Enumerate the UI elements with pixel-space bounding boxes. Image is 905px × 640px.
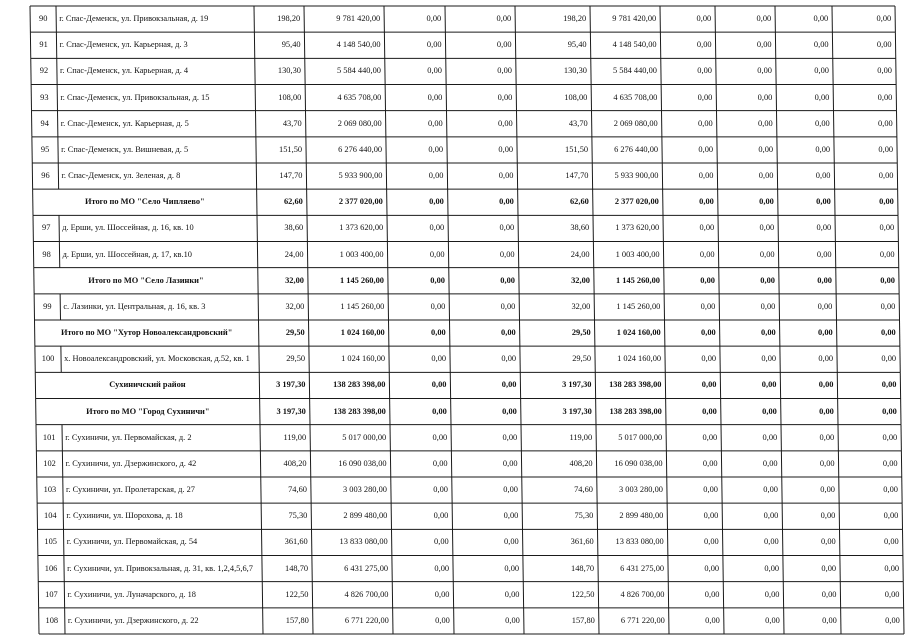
value-cell: 16 090 038,00 bbox=[614, 458, 663, 468]
value-cell: 0,00 bbox=[700, 275, 715, 285]
value-cell: 3 197,30 bbox=[562, 380, 592, 390]
value-cell: 0,00 bbox=[879, 249, 895, 259]
value-cell: 0,00 bbox=[761, 328, 776, 338]
value-cell: 0,00 bbox=[428, 144, 444, 154]
value-cell: 0,00 bbox=[884, 537, 899, 547]
value-cell: 0,00 bbox=[701, 354, 717, 364]
value-cell: 1 024 160,00 bbox=[617, 354, 662, 364]
value-cell: 0,00 bbox=[498, 144, 514, 154]
value-cell: 0,00 bbox=[435, 615, 450, 625]
value-cell: 0,00 bbox=[704, 537, 719, 547]
value-cell: 0,00 bbox=[701, 328, 716, 338]
value-cell: 0,00 bbox=[763, 511, 779, 521]
value-cell: 13 833 080,00 bbox=[339, 537, 388, 547]
value-cell: 0,00 bbox=[433, 511, 449, 521]
value-cell: 0,00 bbox=[881, 380, 897, 390]
value-cell: 1 373 620,00 bbox=[339, 223, 384, 233]
value-cell: 0,00 bbox=[700, 301, 716, 311]
value-cell: 0,00 bbox=[702, 406, 717, 416]
value-cell: 138 283 398,00 bbox=[609, 380, 662, 390]
value-cell: 0,00 bbox=[878, 144, 894, 154]
value-cell: 0,00 bbox=[881, 354, 897, 364]
value-cell: 0,00 bbox=[698, 171, 714, 181]
subtotal-label: Сухиничский район bbox=[109, 380, 186, 390]
address-cell: г. Спас-Деменск, ул. Вишневая, д. 5 bbox=[61, 144, 189, 154]
value-cell: 6 771 220,00 bbox=[620, 615, 665, 625]
value-cell: 0,00 bbox=[883, 485, 898, 495]
value-cell: 9 781 420,00 bbox=[612, 14, 657, 24]
value-cell: 0,00 bbox=[432, 406, 447, 416]
value-cell: 0,00 bbox=[497, 66, 512, 76]
value-cell: 0,00 bbox=[882, 458, 898, 468]
value-cell: 0,00 bbox=[498, 118, 513, 128]
value-cell: 1 373 620,00 bbox=[615, 223, 660, 233]
value-cell: 0,00 bbox=[765, 615, 780, 625]
address-cell: г. Сухиничи, ул. Привокзальная, д. 31, кв. 1,2,4,5,6,7 bbox=[67, 563, 253, 573]
value-cell: 3 197,30 bbox=[276, 406, 306, 416]
row-number: 96 bbox=[41, 171, 50, 181]
value-cell: 0,00 bbox=[504, 537, 519, 547]
address-cell: г. Сухиничи, ул. Первомайская, д. 2 bbox=[65, 432, 192, 442]
value-cell: 0,00 bbox=[699, 249, 715, 259]
value-cell: 0,00 bbox=[502, 406, 517, 416]
value-cell: 157,80 bbox=[285, 615, 309, 625]
value-cell: 5 584 440,00 bbox=[336, 66, 381, 76]
address-cell: г. Спас-Деменск, ул. Карьерная, д. 5 bbox=[60, 118, 189, 128]
value-cell: 29,50 bbox=[285, 328, 305, 338]
value-cell: 0,00 bbox=[819, 432, 835, 442]
value-cell: 5 933 900,00 bbox=[338, 171, 383, 181]
value-cell: 0,00 bbox=[756, 14, 772, 24]
value-cell: 5 017 000,00 bbox=[618, 432, 663, 442]
value-cell: 122,50 bbox=[285, 589, 309, 599]
value-cell: 0,00 bbox=[434, 589, 450, 599]
value-cell: 0,00 bbox=[696, 14, 712, 24]
value-cell: 0,00 bbox=[697, 66, 712, 76]
value-cell: 0,00 bbox=[816, 197, 831, 207]
value-cell: 0,00 bbox=[427, 92, 443, 102]
row-number: 106 bbox=[44, 563, 58, 573]
value-cell: 0,00 bbox=[879, 197, 894, 207]
value-cell: 0,00 bbox=[697, 92, 713, 102]
value-cell: 43,70 bbox=[568, 118, 588, 128]
value-cell: 2 899 480,00 bbox=[343, 511, 388, 521]
value-cell: 151,50 bbox=[279, 144, 303, 154]
value-cell: 0,00 bbox=[762, 432, 778, 442]
value-cell: 0,00 bbox=[764, 563, 780, 573]
value-cell: 0,00 bbox=[818, 354, 834, 364]
value-cell: 0,00 bbox=[756, 40, 772, 50]
value-cell: 32,00 bbox=[571, 301, 591, 311]
value-cell: 16 090 038,00 bbox=[338, 458, 387, 468]
value-cell: 2 069 080,00 bbox=[337, 118, 382, 128]
value-cell: 138 283 398,00 bbox=[333, 406, 386, 416]
address-cell: г. Спас-Деменск, ул. Привокзальная, д. 15 bbox=[60, 92, 210, 102]
value-cell: 0,00 bbox=[698, 144, 714, 154]
row-number: 94 bbox=[40, 118, 49, 128]
value-cell: 0,00 bbox=[878, 171, 894, 181]
value-cell: 0,00 bbox=[762, 458, 778, 468]
row-number: 93 bbox=[40, 92, 49, 102]
value-cell: 0,00 bbox=[764, 589, 780, 599]
value-cell: 0,00 bbox=[821, 563, 837, 573]
value-cell: 0,00 bbox=[758, 171, 774, 181]
value-cell: 108,00 bbox=[278, 92, 302, 102]
value-cell: 0,00 bbox=[758, 118, 773, 128]
value-cell: 0,00 bbox=[813, 14, 829, 24]
value-cell: 3 003 280,00 bbox=[342, 485, 387, 495]
value-cell: 0,00 bbox=[816, 223, 832, 233]
value-cell: 0,00 bbox=[499, 249, 515, 259]
value-cell: 75,30 bbox=[288, 511, 308, 521]
value-cell: 0,00 bbox=[815, 171, 831, 181]
value-cell: 0,00 bbox=[760, 301, 776, 311]
value-cell: 0,00 bbox=[703, 485, 718, 495]
row-number: 103 bbox=[43, 485, 57, 495]
address-cell: д. Ерши, ул. Шоссейная, д. 16, кв. 10 bbox=[62, 223, 194, 233]
value-cell: 6 276 440,00 bbox=[338, 144, 383, 154]
value-cell: 0,00 bbox=[884, 589, 900, 599]
value-cell: 43,70 bbox=[282, 118, 302, 128]
value-cell: 0,00 bbox=[498, 171, 514, 181]
value-cell: 6 771 220,00 bbox=[344, 615, 389, 625]
value-cell: 0,00 bbox=[501, 380, 517, 390]
value-cell: 0,00 bbox=[885, 615, 900, 625]
value-cell: 74,60 bbox=[288, 485, 307, 495]
value-cell: 0,00 bbox=[883, 511, 899, 521]
value-cell: 0,00 bbox=[430, 275, 445, 285]
value-cell: 2 377 020,00 bbox=[338, 197, 383, 207]
value-cell: 0,00 bbox=[496, 14, 512, 24]
subtotal-label: Итого по МО "Хутор Новоалександровский" bbox=[61, 328, 233, 338]
value-cell: 38,60 bbox=[570, 223, 590, 233]
value-cell: 0,00 bbox=[500, 301, 516, 311]
value-cell: 6 431 275,00 bbox=[620, 563, 665, 573]
value-cell: 0,00 bbox=[704, 563, 720, 573]
value-cell: 119,00 bbox=[569, 432, 593, 442]
value-cell: 408,20 bbox=[283, 458, 307, 468]
value-cell: 0,00 bbox=[819, 406, 834, 416]
value-cell: 119,00 bbox=[283, 432, 307, 442]
value-cell: 0,00 bbox=[505, 615, 520, 625]
value-cell: 0,00 bbox=[813, 40, 829, 50]
value-cell: 130,30 bbox=[277, 66, 301, 76]
row-number: 95 bbox=[40, 144, 50, 154]
address-cell: г. Сухиничи, ул. Дзержинского, д. 42 bbox=[65, 458, 197, 468]
value-cell: 0,00 bbox=[705, 615, 720, 625]
value-cell: 0,00 bbox=[815, 118, 830, 128]
address-cell: х. Новоалександровский, ул. Московская, д.52, кв. 1 bbox=[64, 354, 250, 364]
value-cell: 62,60 bbox=[283, 197, 303, 207]
value-cell: 0,00 bbox=[434, 537, 449, 547]
value-cell: 95,40 bbox=[567, 40, 587, 50]
value-cell: 0,00 bbox=[821, 589, 837, 599]
value-cell: 147,70 bbox=[279, 171, 303, 181]
value-cell: 2 899 480,00 bbox=[619, 511, 664, 521]
value-cell: 0,00 bbox=[497, 92, 513, 102]
value-cell: 0,00 bbox=[434, 563, 450, 573]
value-cell: 0,00 bbox=[758, 144, 774, 154]
value-cell: 0,00 bbox=[699, 197, 714, 207]
value-cell: 0,00 bbox=[426, 14, 442, 24]
value-cell: 4 635 708,00 bbox=[613, 92, 658, 102]
value-cell: 1 024 160,00 bbox=[341, 354, 386, 364]
value-cell: 29,50 bbox=[571, 328, 591, 338]
value-cell: 0,00 bbox=[501, 328, 516, 338]
address-cell: г. Спас-Деменск, ул. Привокзальная, д. 19 bbox=[59, 14, 209, 24]
value-cell: 0,00 bbox=[496, 40, 512, 50]
value-cell: 0,00 bbox=[820, 511, 836, 521]
value-cell: 32,00 bbox=[285, 275, 304, 285]
value-cell: 0,00 bbox=[699, 223, 715, 233]
row-number: 101 bbox=[42, 432, 56, 442]
subtotal-label: Итого по МО "Город Сухиничи" bbox=[86, 406, 210, 416]
value-cell: 0,00 bbox=[704, 589, 720, 599]
value-cell: 74,60 bbox=[574, 485, 593, 495]
value-cell: 0,00 bbox=[759, 249, 775, 259]
value-cell: 0,00 bbox=[818, 328, 833, 338]
value-cell: 32,00 bbox=[571, 275, 590, 285]
value-cell: 0,00 bbox=[429, 197, 444, 207]
value-cell: 38,60 bbox=[284, 223, 304, 233]
value-cell: 0,00 bbox=[429, 249, 445, 259]
value-cell: 157,80 bbox=[571, 615, 595, 625]
value-cell: 148,70 bbox=[571, 563, 595, 573]
value-cell: 29,50 bbox=[572, 354, 592, 364]
value-cell: 32,00 bbox=[285, 301, 305, 311]
value-cell: 4 826 700,00 bbox=[344, 589, 389, 599]
value-cell: 9 781 420,00 bbox=[336, 14, 381, 24]
value-cell: 0,00 bbox=[431, 328, 446, 338]
value-cell: 2 069 080,00 bbox=[613, 118, 658, 128]
value-cell: 0,00 bbox=[427, 66, 442, 76]
value-cell: 0,00 bbox=[757, 92, 773, 102]
value-cell: 0,00 bbox=[702, 432, 718, 442]
value-cell: 0,00 bbox=[878, 118, 893, 128]
value-cell: 0,00 bbox=[429, 223, 445, 233]
value-cell: 0,00 bbox=[762, 406, 777, 416]
value-cell: 0,00 bbox=[817, 275, 832, 285]
value-cell: 6 431 275,00 bbox=[344, 563, 389, 573]
value-cell: 0,00 bbox=[761, 380, 777, 390]
value-cell: 4 148 540,00 bbox=[336, 40, 381, 50]
value-cell: 5 017 000,00 bbox=[342, 432, 387, 442]
value-cell: 0,00 bbox=[884, 563, 900, 573]
value-cell: 75,30 bbox=[574, 511, 594, 521]
row-number: 104 bbox=[44, 511, 57, 521]
value-cell: 0,00 bbox=[816, 249, 832, 259]
row-number: 92 bbox=[39, 66, 49, 76]
value-cell: 361,60 bbox=[284, 537, 308, 547]
value-cell: 0,00 bbox=[881, 328, 896, 338]
row-number: 98 bbox=[42, 249, 51, 259]
value-cell: 0,00 bbox=[761, 354, 777, 364]
value-cell: 0,00 bbox=[760, 275, 775, 285]
value-cell: 2 377 020,00 bbox=[614, 197, 659, 207]
address-cell: г. Сухиничи, ул. Дзержинского, д. 22 bbox=[67, 615, 199, 625]
value-cell: 1 145 260,00 bbox=[616, 301, 661, 311]
address-cell: г. Сухиничи, ул. Первомайская, д. 54 bbox=[66, 537, 198, 547]
value-cell: 0,00 bbox=[503, 511, 519, 521]
value-cell: 0,00 bbox=[499, 197, 514, 207]
value-cell: 24,00 bbox=[570, 249, 590, 259]
value-cell: 0,00 bbox=[882, 406, 897, 416]
value-cell: 0,00 bbox=[432, 432, 448, 442]
value-cell: 62,60 bbox=[569, 197, 589, 207]
subtotal-label: Итого по МО "Село Лазинки" bbox=[88, 275, 204, 285]
value-cell: 5 584 440,00 bbox=[612, 66, 657, 76]
value-cell: 138 283 398,00 bbox=[609, 406, 662, 416]
value-cell: 0,00 bbox=[764, 537, 779, 547]
value-cell: 1 145 260,00 bbox=[340, 301, 385, 311]
value-cell: 122,50 bbox=[571, 589, 595, 599]
value-cell: 0,00 bbox=[822, 615, 837, 625]
value-cell: 0,00 bbox=[877, 92, 893, 102]
value-cell: 0,00 bbox=[428, 118, 443, 128]
value-cell: 361,60 bbox=[570, 537, 594, 547]
subtotal-label: Итого по МО "Село Чипляево" bbox=[84, 197, 205, 207]
value-cell: 1 003 400,00 bbox=[615, 249, 660, 259]
value-cell: 0,00 bbox=[877, 66, 892, 76]
value-cell: 4 635 708,00 bbox=[337, 92, 382, 102]
value-cell: 408,20 bbox=[569, 458, 593, 468]
value-cell: 4 148 540,00 bbox=[612, 40, 657, 50]
address-cell: с. Лазинки, ул. Центральная, д. 16, кв. 3 bbox=[63, 301, 206, 311]
value-cell: 130,30 bbox=[563, 66, 587, 76]
value-cell: 0,00 bbox=[702, 458, 718, 468]
value-cell: 4 826 700,00 bbox=[620, 589, 665, 599]
address-cell: г. Спас-Деменск, ул. Зеленая, д. 8 bbox=[61, 171, 181, 181]
value-cell: 0,00 bbox=[502, 432, 518, 442]
row-number: 90 bbox=[39, 14, 48, 24]
value-cell: 0,00 bbox=[820, 485, 835, 495]
value-cell: 0,00 bbox=[698, 118, 713, 128]
value-cell: 151,50 bbox=[565, 144, 589, 154]
value-cell: 0,00 bbox=[759, 197, 774, 207]
value-cell: 6 276 440,00 bbox=[614, 144, 659, 154]
row-number: 107 bbox=[45, 589, 58, 599]
value-cell: 0,00 bbox=[815, 144, 831, 154]
value-cell: 0,00 bbox=[759, 223, 775, 233]
value-cell: 3 003 280,00 bbox=[618, 485, 663, 495]
value-cell: 198,20 bbox=[277, 14, 301, 24]
value-cell: 0,00 bbox=[817, 301, 833, 311]
value-cell: 5 933 900,00 bbox=[614, 171, 659, 181]
value-cell: 0,00 bbox=[502, 458, 518, 468]
value-cell: 13 833 080,00 bbox=[615, 537, 664, 547]
value-cell: 3 197,30 bbox=[562, 406, 592, 416]
value-cell: 0,00 bbox=[814, 66, 829, 76]
value-cell: 24,00 bbox=[284, 249, 304, 259]
value-cell: 1 145 260,00 bbox=[615, 275, 660, 285]
value-cell: 138 283 398,00 bbox=[333, 380, 386, 390]
row-number: 105 bbox=[44, 537, 57, 547]
row-number: 108 bbox=[45, 615, 59, 625]
row-number: 97 bbox=[42, 223, 51, 233]
address-cell: г. Сухиничи, ул. Шорохова, д. 18 bbox=[66, 511, 183, 521]
row-number: 100 bbox=[41, 354, 55, 364]
value-cell: 0,00 bbox=[819, 458, 835, 468]
value-cell: 0,00 bbox=[814, 92, 830, 102]
value-cell: 0,00 bbox=[433, 485, 448, 495]
value-cell: 1 003 400,00 bbox=[339, 249, 384, 259]
value-cell: 0,00 bbox=[701, 380, 717, 390]
row-number: 91 bbox=[39, 40, 48, 50]
value-cell: 108,00 bbox=[564, 92, 588, 102]
address-cell: г. Сухиничи, ул. Луначарского, д. 18 bbox=[67, 589, 196, 599]
value-cell: 0,00 bbox=[876, 14, 892, 24]
value-cell: 3 197,30 bbox=[276, 380, 306, 390]
value-cell: 0,00 bbox=[880, 301, 896, 311]
value-cell: 0,00 bbox=[501, 354, 517, 364]
value-cell: 0,00 bbox=[499, 223, 515, 233]
value-cell: 0,00 bbox=[763, 485, 778, 495]
value-cell: 1 145 260,00 bbox=[339, 275, 384, 285]
value-cell: 0,00 bbox=[880, 275, 895, 285]
value-cell: 0,00 bbox=[876, 40, 892, 50]
address-cell: г. Сухиничи, ул. Пролетарская, д. 27 bbox=[65, 485, 195, 495]
row-number: 99 bbox=[43, 301, 52, 311]
value-cell: 0,00 bbox=[432, 458, 448, 468]
value-cell: 0,00 bbox=[504, 563, 520, 573]
value-cell: 0,00 bbox=[500, 275, 515, 285]
value-cell: 147,70 bbox=[565, 171, 589, 181]
value-cell: 0,00 bbox=[696, 40, 712, 50]
value-cell: 0,00 bbox=[431, 380, 447, 390]
value-cell: 95,40 bbox=[281, 40, 301, 50]
value-cell: 198,20 bbox=[563, 14, 587, 24]
value-cell: 148,70 bbox=[285, 563, 309, 573]
value-cell: 0,00 bbox=[504, 589, 520, 599]
value-cell: 29,50 bbox=[286, 354, 306, 364]
value-cell: 1 024 160,00 bbox=[340, 328, 385, 338]
value-cell: 0,00 bbox=[821, 537, 836, 547]
row-number: 102 bbox=[43, 458, 56, 468]
value-cell: 0,00 bbox=[703, 511, 719, 521]
address-cell: г. Спас-Деменск, ул. Карьерная, д. 3 bbox=[59, 40, 188, 50]
value-cell: 0,00 bbox=[882, 432, 898, 442]
value-cell: 0,00 bbox=[430, 301, 446, 311]
value-cell: 0,00 bbox=[757, 66, 772, 76]
value-cell: 0,00 bbox=[426, 40, 442, 50]
value-cell: 0,00 bbox=[428, 171, 444, 181]
value-cell: 1 024 160,00 bbox=[616, 328, 661, 338]
address-cell: д. Ерши, ул. Шоссейная, д. 17, кв.10 bbox=[62, 249, 192, 259]
value-cell: 0,00 bbox=[503, 485, 518, 495]
value-cell: 0,00 bbox=[431, 354, 447, 364]
value-cell: 0,00 bbox=[879, 223, 895, 233]
value-cell: 0,00 bbox=[818, 380, 834, 390]
address-cell: г. Спас-Деменск, ул. Карьерная, д. 4 bbox=[59, 66, 189, 76]
